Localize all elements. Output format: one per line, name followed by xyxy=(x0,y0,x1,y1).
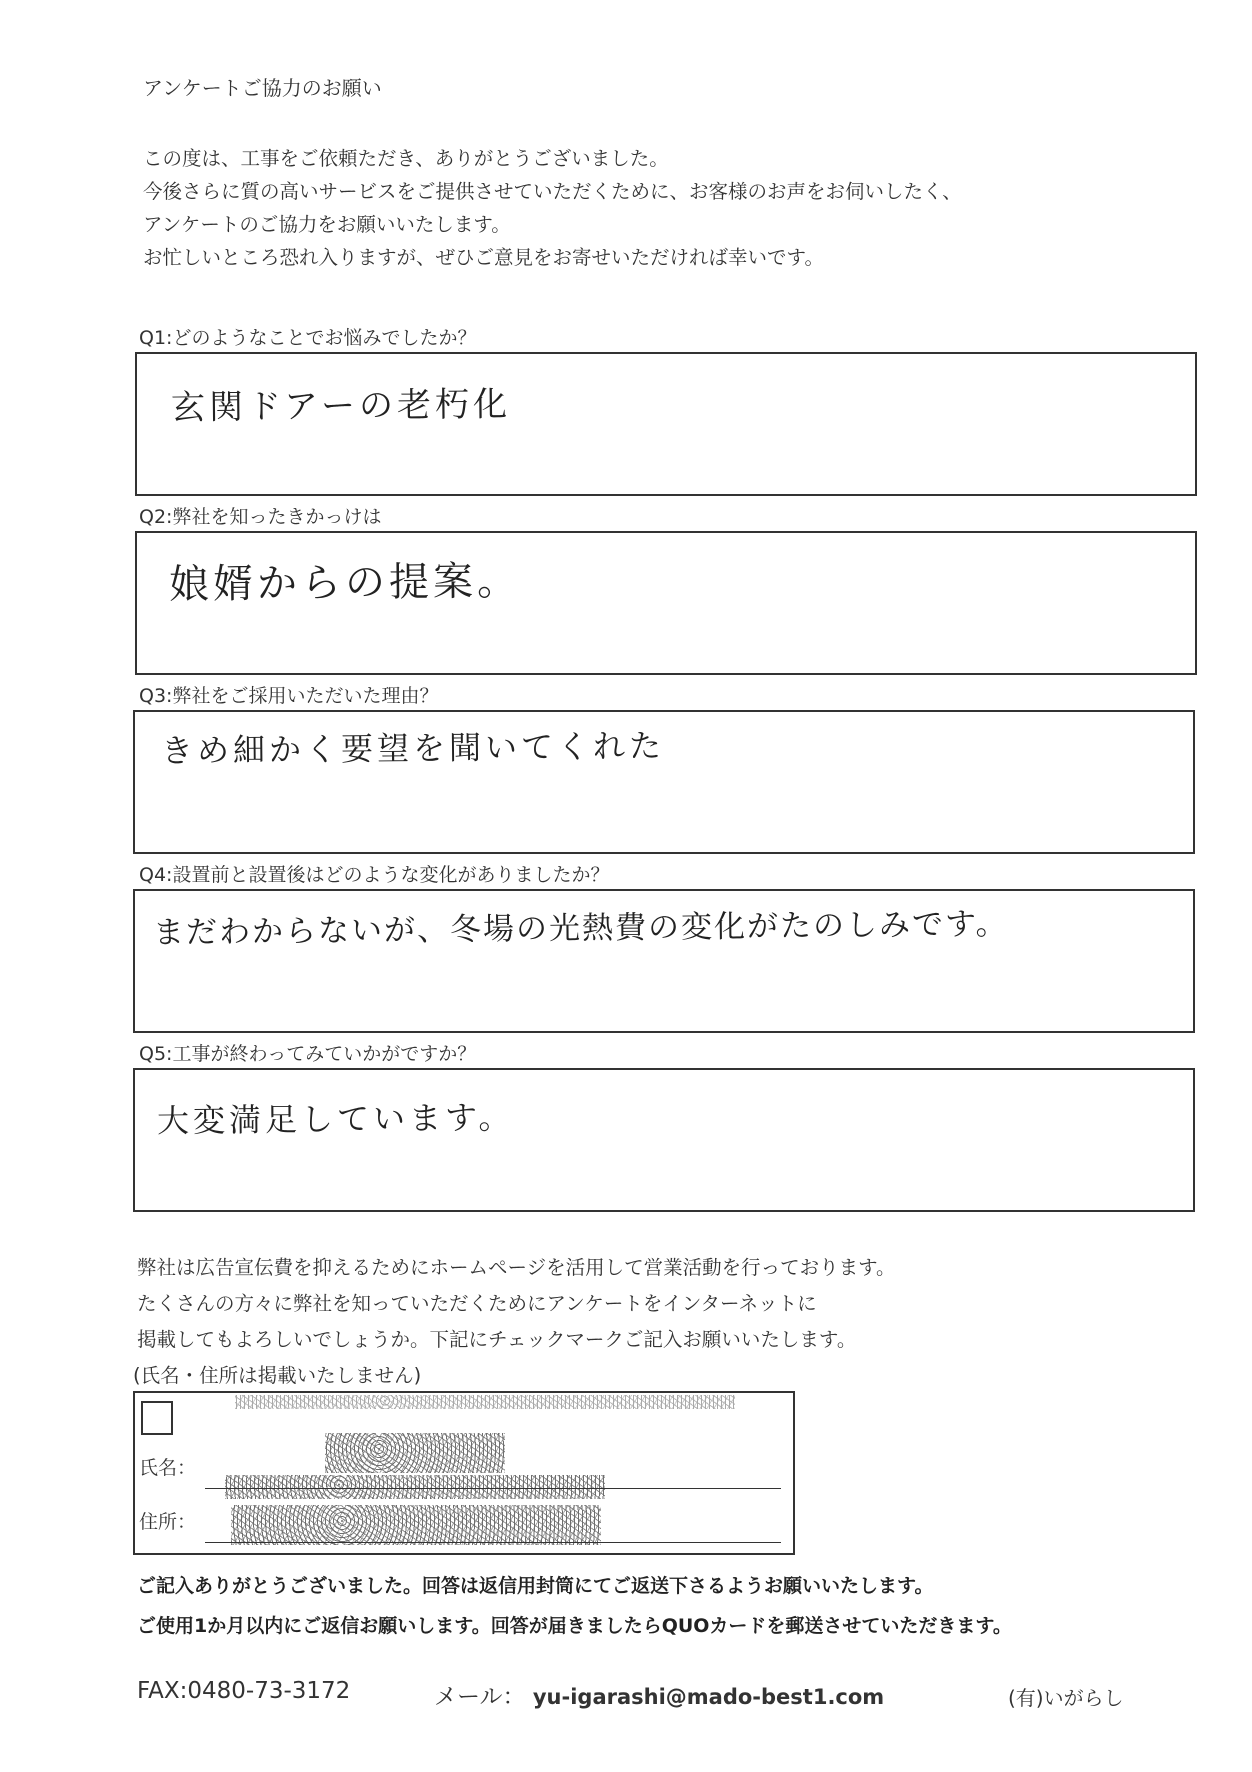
redacted-area xyxy=(225,1475,605,1499)
notice-line: たくさんの方々に弊社を知っていただくためにアンケートをインターネットに xyxy=(137,1292,817,1315)
consent-checkbox[interactable] xyxy=(141,1401,173,1435)
question-5-answer: 大変満足しています。 xyxy=(156,1098,515,1140)
question-2-answer: 娘婿からの提案。 xyxy=(168,558,522,608)
email-label: メール： xyxy=(434,1684,526,1710)
intro-text xyxy=(143,142,962,274)
address-label: 住所： xyxy=(139,1511,197,1533)
email-link[interactable]: yu-igarashi@mado-best1.com xyxy=(532,1685,885,1709)
question-5-answer-box[interactable] xyxy=(133,1068,1195,1212)
intro-line: 今後さらに質の高いサービスをご提供させていただくために、お客様のお声をお伺いしたく、 xyxy=(143,180,962,203)
redacted-area xyxy=(231,1505,601,1545)
email-block xyxy=(434,1678,884,1711)
notice-line: (氏名・住所は掲載いたしません) xyxy=(133,1364,422,1387)
address-underline xyxy=(205,1542,781,1543)
closing-line: ご記入ありがとうございました。回答は返信用封筒にてご返送下さるようお願いいたします。 xyxy=(137,1575,934,1597)
redacted-area xyxy=(325,1433,505,1473)
intro-line: お忙しいところ恐れ入りますが、ぜひご意見をお寄せいただければ幸いです。 xyxy=(143,246,824,269)
document-title: アンケートご協力のお願い xyxy=(143,76,382,100)
redacted-area xyxy=(235,1395,735,1409)
consent-box xyxy=(133,1391,795,1555)
question-2-label: Q2:弊社を知ったきかっけは xyxy=(139,506,382,528)
question-4-answer: まだわからないが、冬場の光熱費の変化がたのしみです。 xyxy=(152,906,1009,951)
intro-line: アンケートのご協力をお願いいたします。 xyxy=(143,213,511,236)
question-3-label: Q3:弊社をご採用いただいた理由？ xyxy=(139,685,439,707)
name-underline xyxy=(205,1488,781,1489)
company-name: (有)いがらし xyxy=(1008,1686,1124,1710)
question-2-answer-box[interactable] xyxy=(135,531,1197,675)
closing-note xyxy=(137,1566,1012,1646)
question-4-answer-box[interactable] xyxy=(133,889,1195,1033)
closing-line: ご使用1か月以内にご返信お願いします。回答が届きましたらQUOカードを郵送させていただきます。 xyxy=(137,1615,1012,1637)
question-3-answer: きめ細かく要望を聞いてくれた xyxy=(160,726,666,770)
notice-line: 弊社は広告宣伝費を抑えるためにホームページを活用して営業活動を行っております。 xyxy=(137,1256,896,1279)
question-1-label: Q1:どのようなことでお悩みでしたか？ xyxy=(139,327,477,349)
question-5-label: Q5:工事が終わってみていかがですか？ xyxy=(139,1043,477,1065)
fax-number: FAX:0480-73-3172 xyxy=(137,1678,351,1704)
name-label: 氏名： xyxy=(139,1457,197,1479)
question-1-answer: 玄関ドアーの老朽化 xyxy=(170,384,512,428)
publication-notice xyxy=(133,1250,896,1394)
intro-line: この度は、工事をご依頼ただき、ありがとうございました。 xyxy=(143,147,669,170)
question-1-answer-box[interactable] xyxy=(135,352,1197,496)
question-3-answer-box[interactable] xyxy=(133,710,1195,854)
question-4-label: Q4:設置前と設置後はどのような変化がありましたか？ xyxy=(139,864,610,886)
notice-line: 掲載してもよろしいでしょうか。下記にチェックマークご記入お願いいたします。 xyxy=(137,1328,857,1351)
